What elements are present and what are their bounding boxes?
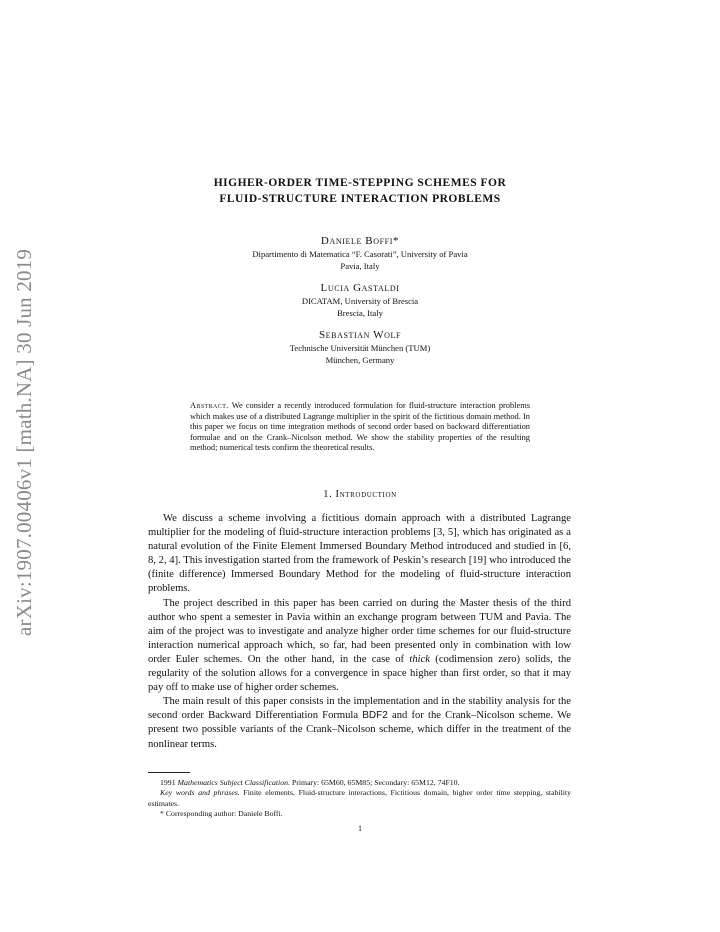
paragraph-text: and for the Crank–Nicolson scheme. We present two possible variants of the Crank–Nicolson scheme, which differ in the treatment of the nonlinear terms. [148,710,572,750]
author-name: Sebastian Wolf [318,329,402,341]
author-name: Daniele Boffi* [320,235,400,247]
author-name: Lucia Gastaldi [320,282,400,294]
author-location: Pavia, Italy [340,260,380,271]
footnote-emphasis: Mathematics Subject Classification. [177,778,290,787]
paragraph-text: The project described in this paper has been carried on during the Master thesis of the third author who spent a semester in Pavia within an exchange program between TUM and Pavia. The aim of the project was to investigate and analyze higher order time schemes for our fluid-structure interaction numerical approach which, so far, had been presented only in combination with low order Euler schemes. On the other hand, in the case of [148,597,571,665]
author-affiliation: DICATAM, University of Brescia [301,296,419,306]
author-location: München, Germany [325,354,395,365]
code-text: BDF2 [362,710,388,722]
section-heading: 1. Introduction [323,489,397,500]
author-block [150,233,570,272]
paper-title [150,175,570,207]
author-affiliation: Dipartimento di Matematica “F. Casorati”, University of Pavia [252,249,468,259]
author-list [150,233,570,374]
author-block [150,280,570,319]
footnote-text: * Corresponding author: Daniele Boffi. [160,809,283,819]
footnote-text: Primary: 65M60, 65M85; Secondary: 65M12, 74F10. [289,778,460,787]
author-location: Brescia, Italy [337,307,383,318]
footnote-text: 1991 [160,778,178,787]
paragraph-text: (codimension zero) solids, the regularity of the solution allows for a convergence in space higher than first order, so that it may pay off to make use of higher order schemes. [148,653,571,694]
paragraph [148,597,571,696]
footnote-corresponding [148,809,571,819]
paragraph-text: The main result of this paper consists in the implementation and in the stability analysis for the second order Backward Differentiation Formula [148,696,571,722]
author-affiliation: Technische Universität München (TUM) [289,343,431,353]
paragraph [148,695,571,751]
abstract [190,401,530,454]
footnote-divider [148,772,190,773]
title-line-1: HIGHER-ORDER TIME-STEPPING SCHEMES FOR [213,177,507,189]
footnote-emphasis: Key words and phrases. [160,788,240,798]
footnote-keywords [148,788,571,809]
paragraph-text: We discuss a scheme involving a fictitious domain approach with a distributed Lagrange multiplier for the modeling of fluid-structure interaction problems [3, 5], which has originated as a natural evolution of the Finite Element Immersed Boundary Method introduced and studied in [6, 8, 2, 4]. This investigation started from the framework of Peskin’s research [19] who introduced the (finite difference) Immersed Boundary Method for the modeling of fluid-structure interaction problems. [148,513,571,595]
footnote-text: Finite elements, Fluid-structure interactions, Fictitious domain, higher order time stepping, stability estimates. [148,788,571,808]
footnotes [148,778,571,820]
emphasis-text: thick [409,653,430,665]
abstract-text: We consider a recently introduced formulation for fluid-structure interaction problems which makes use of a distributed Lagrange multiplier in the spirit of the fictitious domain method. In this paper we focus on time integration methods of second order based on backward differentiation formulae and on the Crank–Nicolson method. We show the stability properties of the resulting method; numerical tests confirm the theoretical results. [190,401,531,452]
body-text [148,512,571,752]
abstract-label: Abstract. [190,401,229,410]
title-line-2: FLUID-STRUCTURE INTERACTION PROBLEMS [219,193,501,205]
author-block [150,327,570,366]
arxiv-identifier-stamp: arXiv:1907.00406v1 [math.NA] 30 Jun 2019 [12,248,36,636]
footnote-msc [148,778,571,788]
paragraph [148,512,571,597]
page-number: 1 [358,824,362,833]
